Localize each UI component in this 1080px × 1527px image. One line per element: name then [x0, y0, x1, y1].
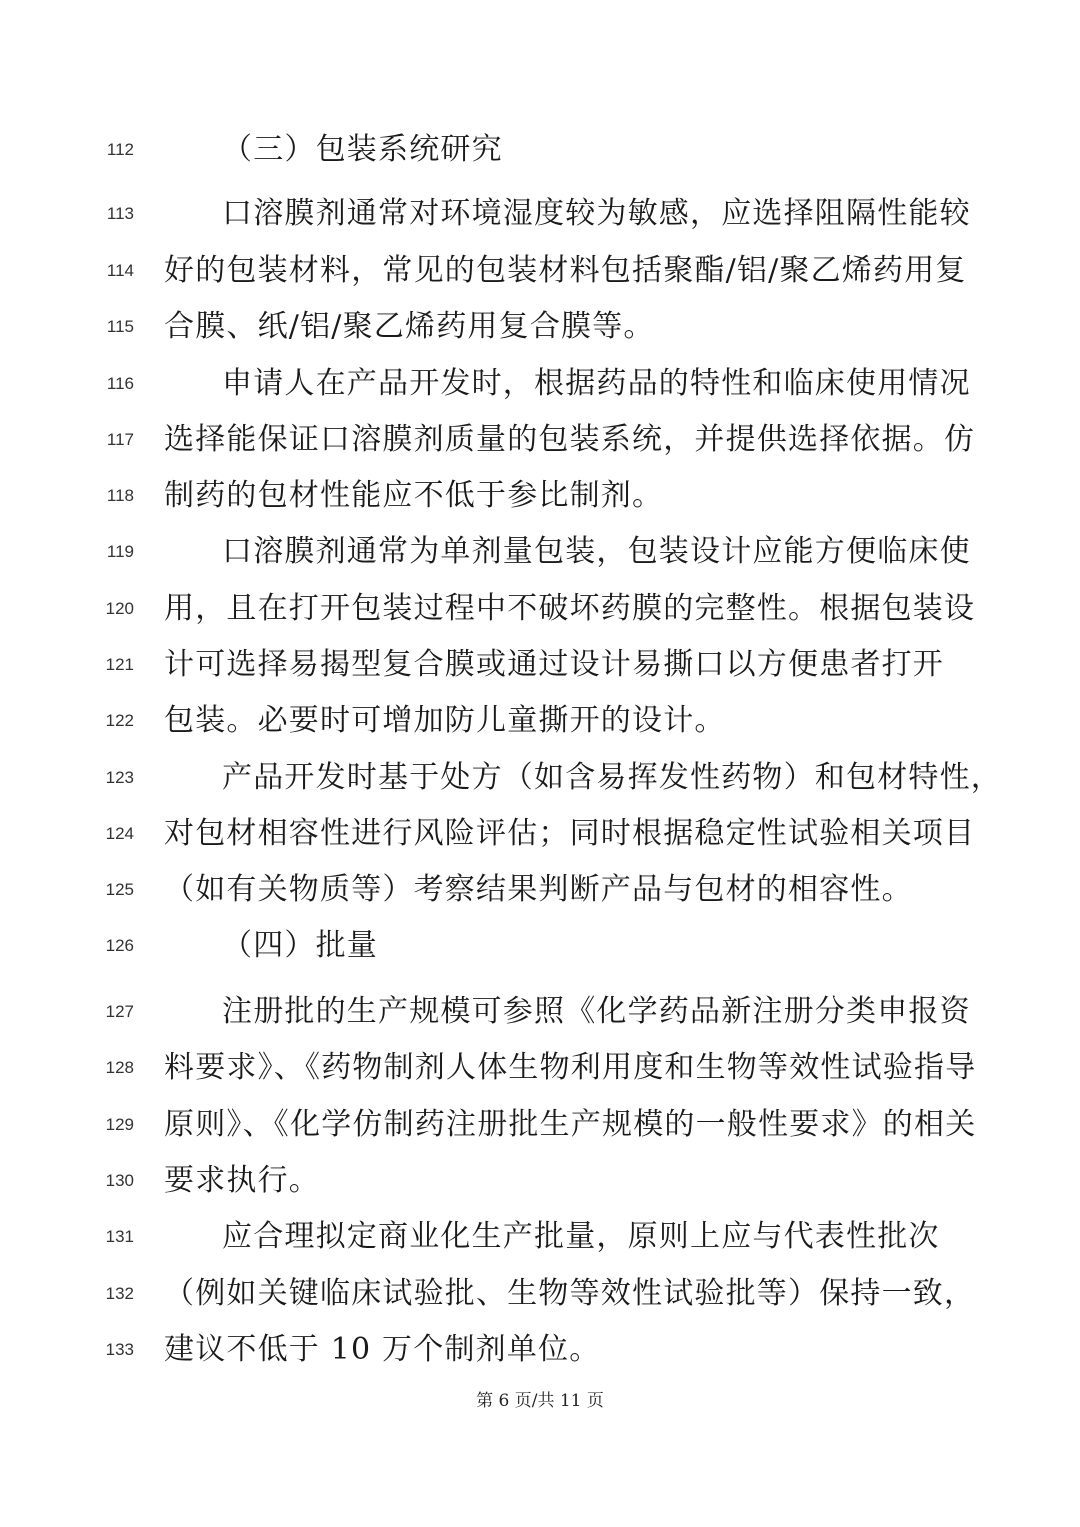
paragraph-line: （例如关键临床试验批、生物等效性试验批等）保持一致，	[164, 1276, 976, 1311]
line-number: 131	[105, 1227, 134, 1246]
paragraph-line: 好的包装材料，常见的包装材料包括聚酯/铝/聚乙烯药用复	[164, 253, 967, 288]
line-number: 116	[106, 374, 134, 393]
line-number: 120	[105, 599, 134, 618]
line-number: 117	[106, 430, 134, 449]
paragraph-line: 用，且在打开包装过程中不破坏药膜的完整性。根据包装设	[164, 591, 976, 626]
line-number: 126	[105, 936, 134, 955]
line-number: 127	[105, 1002, 134, 1021]
paragraph-line: 注册批的生产规模可参照《化学药品新注册分类申报资	[222, 994, 971, 1029]
line-number: 129	[105, 1115, 134, 1134]
section-heading: （四）批量	[222, 928, 378, 963]
paragraph-line: 对包材相容性进行风险评估；同时根据稳定性试验相关项目	[164, 816, 976, 851]
paragraph-line: 要求执行。	[164, 1163, 320, 1198]
paragraph-line: 口溶膜剂通常为单剂量包装，包装设计应能方便临床使	[222, 534, 971, 569]
paragraph-line: 计可选择易揭型复合膜或通过设计易撕口以方便患者打开	[164, 647, 944, 682]
line-number: 132	[105, 1284, 134, 1303]
line-number: 112	[106, 140, 134, 159]
section-heading: （三）包装系统研究	[222, 132, 503, 167]
line-number: 121	[105, 655, 134, 674]
paragraph-line: 口溶膜剂通常对环境湿度较为敏感，应选择阻隔性能较	[222, 196, 971, 231]
page-footer: 第 6 页/共 11 页	[476, 1391, 604, 1411]
line-number: 124	[105, 824, 134, 843]
line-number: 118	[106, 486, 134, 505]
paragraph-line: 选择能保证口溶膜剂质量的包装系统，并提供选择依据。仿	[164, 422, 976, 457]
line-number: 128	[105, 1058, 134, 1077]
paragraph-line: 合膜、纸/铝/聚乙烯药用复合膜等。	[164, 309, 655, 344]
line-number: 123	[105, 768, 134, 787]
line-number: 133	[105, 1340, 134, 1359]
line-number: 113	[106, 204, 134, 223]
paragraph-line: 制药的包材性能应不低于参比制剂。	[164, 478, 664, 513]
line-number: 115	[106, 317, 134, 336]
line-number: 130	[105, 1171, 134, 1190]
paragraph-line: 建议不低于 10 万个制剂单位。	[164, 1332, 601, 1367]
line-number: 122	[105, 711, 134, 730]
paragraph-line: 料要求》、《药物制剂人体生物利用度和生物等效性试验指导	[164, 1050, 977, 1085]
paragraph-line: （如有关物质等）考察结果判断产品与包材的相容性。	[164, 872, 913, 907]
paragraph-line: 包装。必要时可增加防儿童撕开的设计。	[164, 703, 726, 738]
paragraph-line: 应合理拟定商业化生产批量，原则上应与代表性批次	[222, 1219, 940, 1254]
line-number: 125	[105, 880, 134, 899]
paragraph-line: 产品开发时基于处方（如含易挥发性药物）和包材特性，	[222, 760, 1002, 795]
paragraph-line: 原则》、《化学仿制药注册批生产规模的一般性要求》的相关	[164, 1107, 977, 1142]
line-number: 119	[106, 542, 134, 561]
paragraph-line: 申请人在产品开发时，根据药品的特性和临床使用情况	[222, 366, 971, 401]
line-number: 114	[106, 261, 134, 280]
